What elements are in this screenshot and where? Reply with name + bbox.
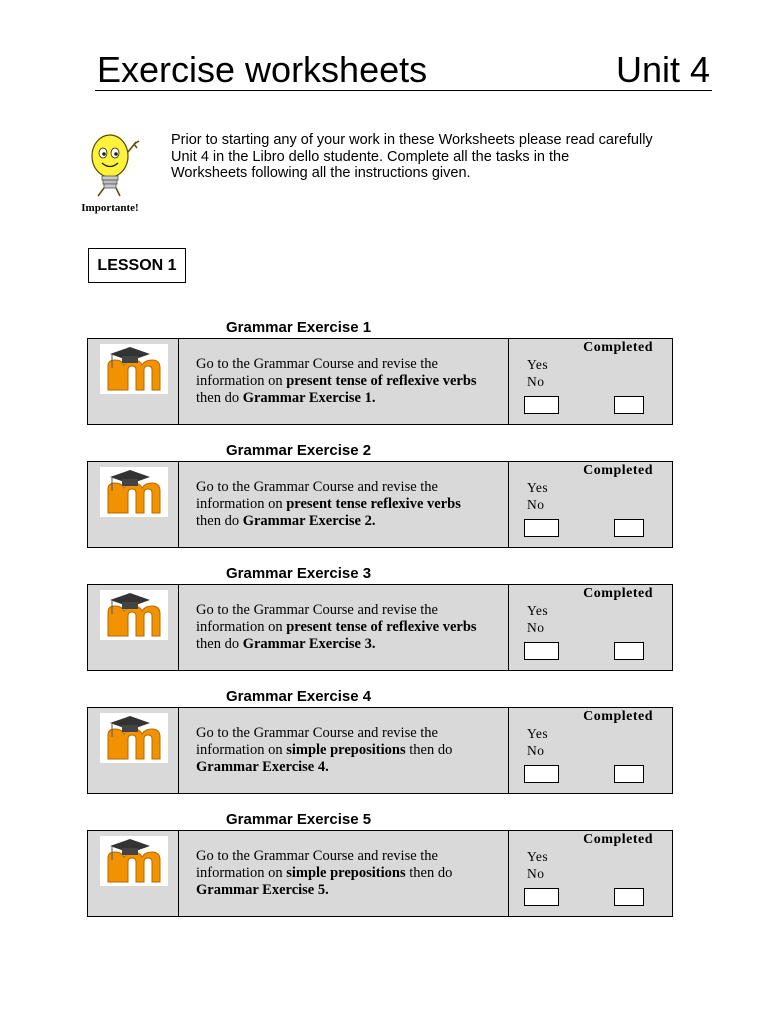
topic-text: present tense of reflexive verbs	[286, 373, 477, 389]
exercise-title: Grammar Exercise 1	[226, 319, 372, 336]
icon-cell	[88, 831, 179, 916]
exercise-instructions	[196, 479, 506, 530]
exercise-instructions	[196, 602, 506, 653]
instruction-text: information on	[196, 742, 287, 758]
instruction-text: then do	[196, 390, 243, 406]
topic-text: simple prepositions	[286, 742, 406, 758]
completed-label: Completed	[583, 709, 653, 724]
instruction-text: information on	[196, 865, 287, 881]
yes-label: Yes	[527, 480, 549, 495]
instruction-text: information on	[196, 619, 287, 635]
exercise-title: Grammar Exercise 5	[226, 811, 372, 828]
exercise-title: Grammar Exercise 4	[226, 688, 372, 705]
moodle-logo-icon[interactable]	[100, 467, 168, 517]
moodle-logo-icon[interactable]	[100, 713, 168, 763]
topic-text: present tense reflexive verbs	[286, 496, 461, 512]
completion-cell	[508, 585, 673, 670]
instruction-text: Go to the Grammar Course and revise the	[196, 356, 438, 372]
exercise-reference: Grammar Exercise 4.	[196, 759, 329, 775]
completion-cell	[508, 462, 673, 547]
completed-label: Completed	[583, 586, 653, 601]
no-checkbox[interactable]	[614, 519, 644, 537]
page-header	[95, 50, 712, 91]
instruction-line	[196, 759, 506, 776]
instruction-text: Go to the Grammar Course and revise the	[196, 725, 438, 741]
exercise-reference: Grammar Exercise 3.	[242, 636, 376, 652]
topic-text: present tense of reflexive verbs	[286, 619, 477, 635]
instruction-text: Go to the Grammar Course and revise the	[196, 848, 438, 864]
yes-checkbox[interactable]	[524, 888, 559, 906]
instruction-text: Go to the Grammar Course and revise the	[196, 479, 438, 495]
icon-cell	[88, 462, 179, 547]
icon-cell	[88, 339, 179, 424]
instruction-line	[196, 725, 506, 742]
instruction-line	[196, 356, 506, 373]
no-checkbox[interactable]	[614, 396, 644, 414]
yes-label: Yes	[527, 603, 549, 618]
instruction-line	[196, 865, 506, 882]
no-label: No	[527, 374, 545, 389]
instruction-text: information on	[196, 373, 287, 389]
no-label: No	[527, 497, 545, 512]
lesson-label: LESSON 1	[88, 248, 186, 283]
instruction-text: Go to the Grammar Course and revise the	[196, 602, 438, 618]
page-title: Exercise worksheets	[97, 49, 428, 90]
exercise-box	[87, 584, 673, 671]
yes-label: Yes	[527, 726, 549, 741]
intro-text	[171, 132, 711, 182]
completion-cell	[508, 339, 673, 424]
exercise-box	[87, 830, 673, 917]
exercise-reference: Grammar Exercise 5.	[196, 882, 329, 898]
icon-cell	[88, 585, 179, 670]
yes-checkbox[interactable]	[524, 765, 559, 783]
intro-line: Prior to starting any of your work in these Worksheets please read carefully	[171, 132, 653, 148]
instruction-text: information on	[196, 496, 287, 512]
no-label: No	[527, 620, 545, 635]
importante-label: Importante!	[81, 202, 139, 214]
intro-line: Worksheets following all the instructions given.	[171, 165, 471, 181]
exercise-instructions	[196, 356, 506, 407]
exercise-box	[87, 461, 673, 548]
instruction-line	[196, 602, 506, 619]
instruction-line	[196, 479, 506, 496]
intro-line: Unit 4 in the Libro dello studente. Complete all the tasks in the	[171, 148, 570, 165]
yes-label: Yes	[527, 849, 549, 864]
instruction-line	[196, 636, 506, 653]
no-checkbox[interactable]	[614, 765, 644, 783]
moodle-logo-icon[interactable]	[100, 836, 168, 886]
no-checkbox[interactable]	[614, 642, 644, 660]
exercise-reference: Grammar Exercise 2.	[242, 513, 376, 529]
instruction-line	[196, 619, 506, 636]
completion-cell	[508, 831, 673, 916]
completed-label: Completed	[583, 463, 653, 478]
topic-text: simple prepositions	[286, 865, 406, 881]
instruction-text: then do	[405, 865, 453, 881]
instruction-line	[196, 496, 506, 513]
instruction-line	[196, 848, 506, 865]
instruction-text: then do	[405, 742, 453, 758]
instruction-line	[196, 373, 506, 390]
exercise-reference: Grammar Exercise 1.	[242, 390, 376, 406]
instruction-line	[196, 513, 506, 530]
instruction-line	[196, 742, 506, 759]
lightbulb-character-icon	[76, 130, 146, 202]
no-checkbox[interactable]	[614, 888, 644, 906]
exercise-instructions	[196, 725, 506, 776]
exercise-box	[87, 707, 673, 794]
moodle-logo-icon[interactable]	[100, 590, 168, 640]
yes-checkbox[interactable]	[524, 519, 559, 537]
no-label: No	[527, 743, 545, 758]
instruction-text: then do	[196, 636, 243, 652]
completed-label: Completed	[583, 340, 653, 355]
icon-cell	[88, 708, 179, 793]
yes-checkbox[interactable]	[524, 642, 559, 660]
moodle-logo-icon[interactable]	[100, 344, 168, 394]
instruction-text: then do	[196, 513, 243, 529]
unit-label: Unit 4	[615, 49, 710, 90]
completed-label: Completed	[583, 832, 653, 847]
yes-label: Yes	[527, 357, 549, 372]
exercise-title: Grammar Exercise 2	[226, 442, 372, 459]
completion-cell	[508, 708, 673, 793]
exercise-title: Grammar Exercise 3	[226, 565, 372, 582]
instruction-line	[196, 882, 506, 899]
exercise-instructions	[196, 848, 506, 899]
yes-checkbox[interactable]	[524, 396, 559, 414]
instruction-line	[196, 390, 506, 407]
exercise-box	[87, 338, 673, 425]
no-label: No	[527, 866, 545, 881]
